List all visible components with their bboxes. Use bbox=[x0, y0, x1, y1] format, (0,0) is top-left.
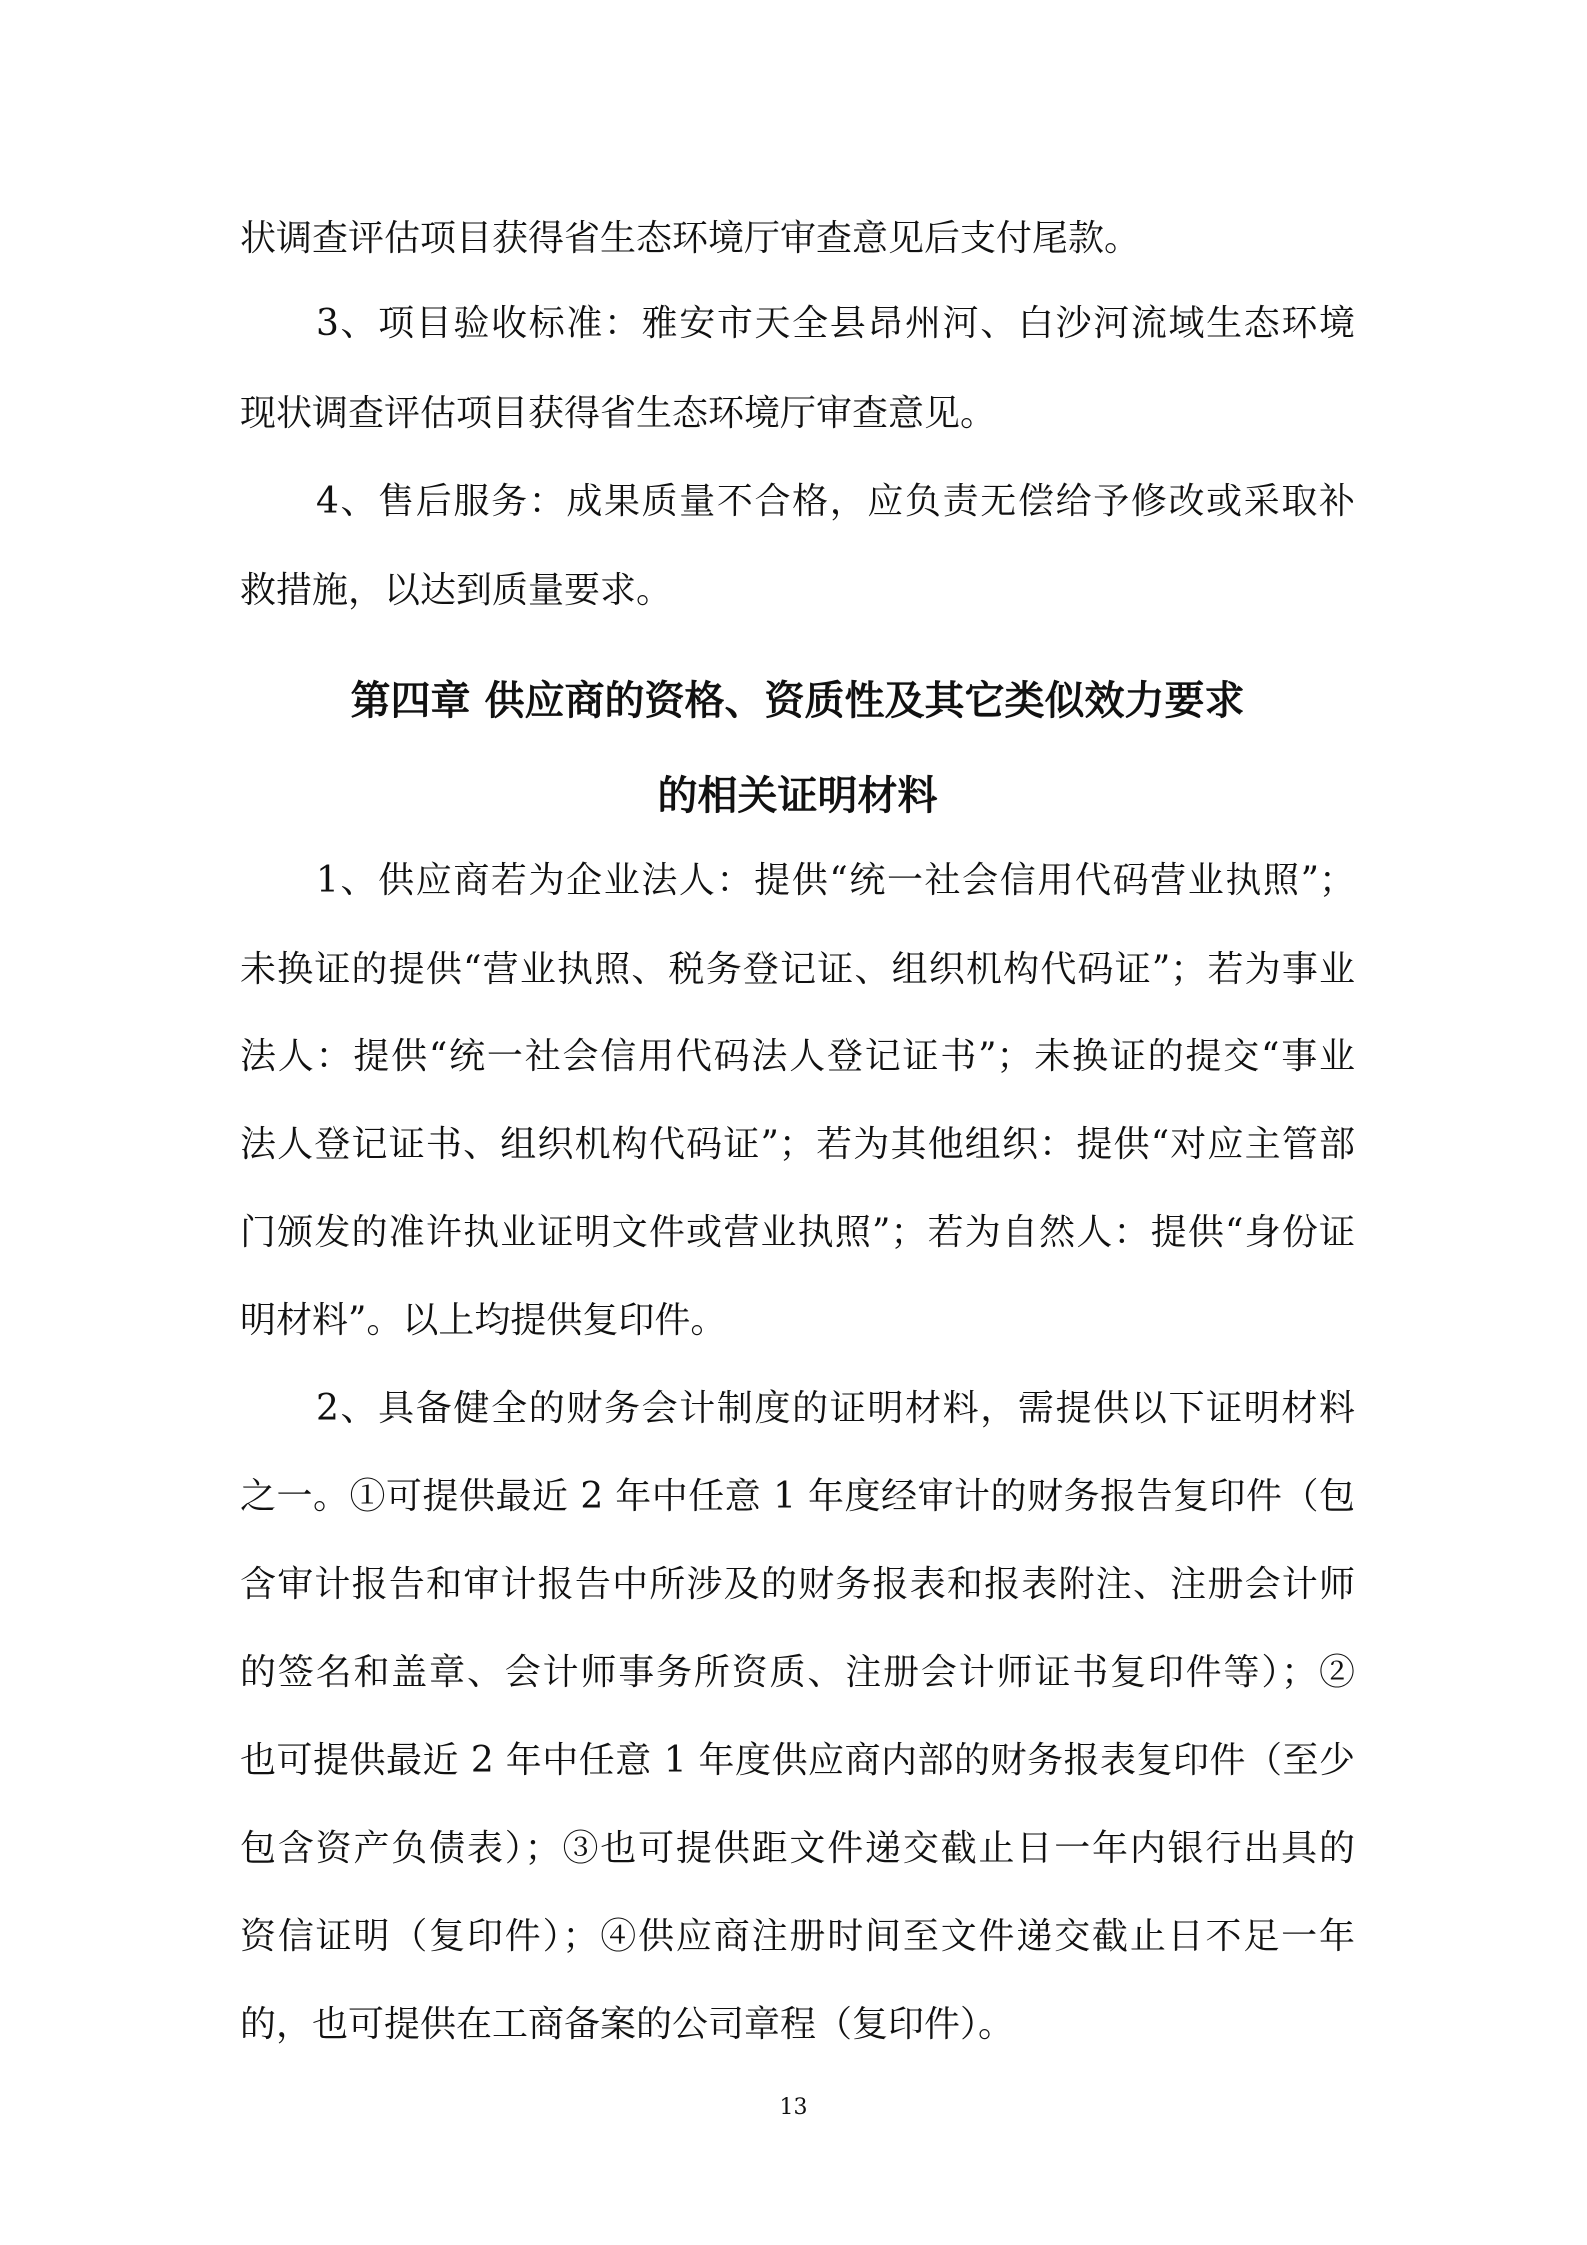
text-line: 1、供应商若为企业法人：提供“统一社会信用代码营业执照”； bbox=[316, 860, 1355, 901]
text-line: 3、项目验收标准：雅安市天全县昂州河、白沙河流域生态环境 bbox=[316, 303, 1355, 344]
text-line: 之一。①可提供最近 2 年中任意 1 年度经审计的财务报告复印件（包 bbox=[240, 1476, 1355, 1517]
text-line: 含审计报告和审计报告中所涉及的财务报表和报表附注、注册会计师 bbox=[240, 1564, 1355, 1605]
text-line: 资信证明（复印件）；④供应商注册时间至文件递交截止日不足一年 bbox=[240, 1916, 1355, 1957]
page-number: 13 bbox=[779, 2095, 808, 2120]
chapter-title-continued: 的相关证明材料 bbox=[657, 772, 938, 819]
text-line: 4、售后服务：成果质量不合格，应负责无偿给予修改或采取补 bbox=[316, 481, 1355, 522]
text-line: 包含资产负债表）；③也可提供距文件递交截止日一年内银行出具的 bbox=[240, 1828, 1355, 1869]
text-line: 法人登记证书、组织机构代码证”；若为其他组织：提供“对应主管部 bbox=[240, 1124, 1355, 1165]
text-line: 法人：提供“统一社会信用代码法人登记证书”；未换证的提交“事业 bbox=[240, 1036, 1355, 1077]
text-line: 救措施，以达到质量要求。 bbox=[240, 570, 673, 611]
text-line: 门颁发的准许执业证明文件或营业执照”；若为自然人：提供“身份证 bbox=[240, 1212, 1355, 1253]
text-line: 也可提供最近 2 年中任意 1 年度供应商内部的财务报表复印件（至少 bbox=[240, 1740, 1355, 1781]
text-line: 明材料”。以上均提供复印件。 bbox=[240, 1300, 727, 1341]
text-line: 的，也可提供在工商备案的公司章程（复印件）。 bbox=[240, 2004, 1015, 2045]
text-line: 2、具备健全的财务会计制度的证明材料，需提供以下证明材料 bbox=[316, 1388, 1355, 1429]
text-line: 的签名和盖章、会计师事务所资质、注册会计师证书复印件等）；② bbox=[240, 1652, 1355, 1693]
text-line: 状调查评估项目获得省生态环境厅审查意见后支付尾款。 bbox=[240, 218, 1141, 259]
chapter-title: 第四章 供应商的资格、资质性及其它类似效力要求 bbox=[350, 677, 1245, 724]
text-line: 未换证的提供“营业执照、税务登记证、组织机构代码证”；若为事业 bbox=[240, 949, 1355, 990]
text-line: 现状调查评估项目获得省生态环境厅审查意见。 bbox=[240, 393, 997, 434]
